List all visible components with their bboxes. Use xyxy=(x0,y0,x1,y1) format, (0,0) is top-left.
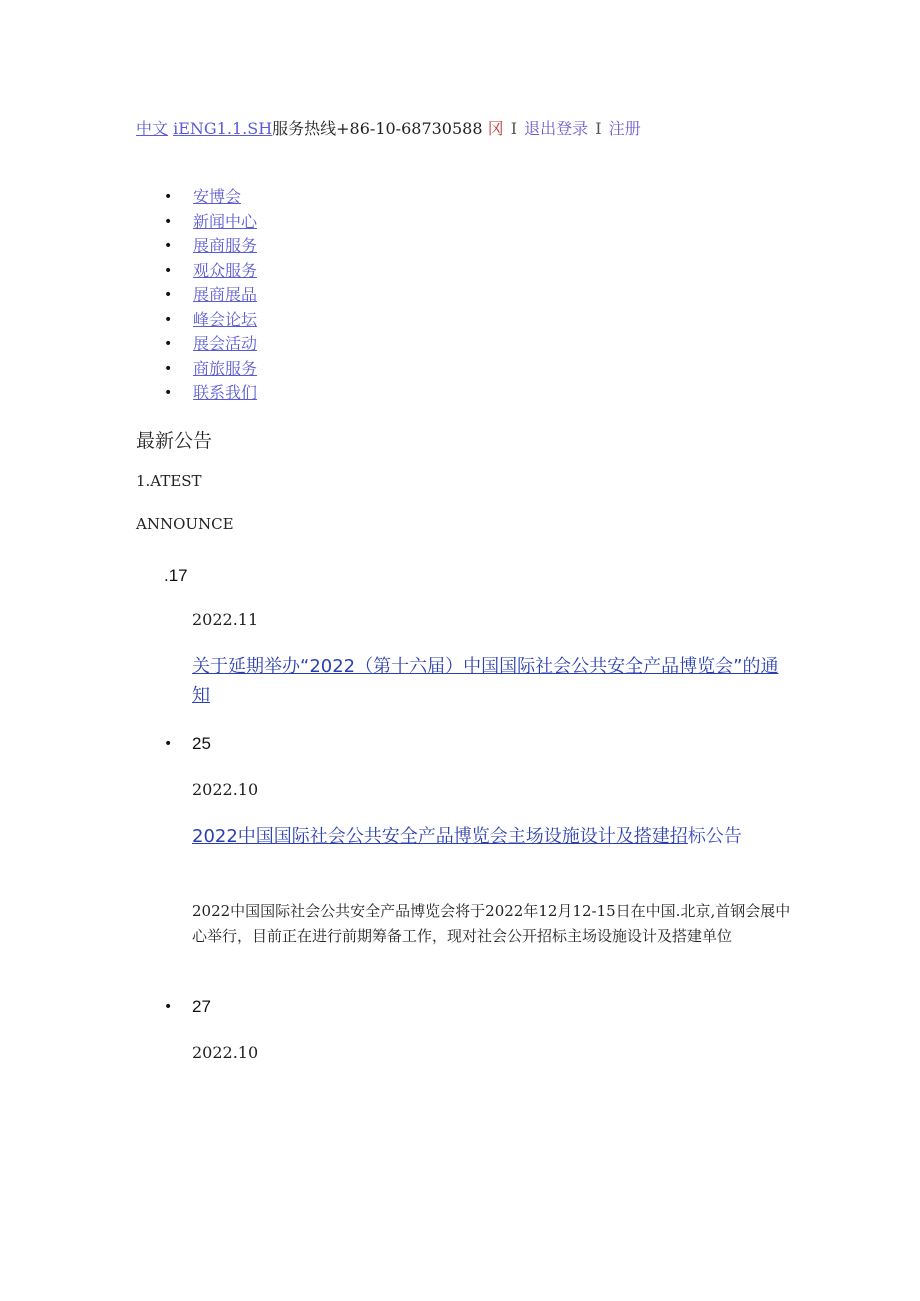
news-summary: 2022中国国际社会公共安全产品博览会将于2022年12月12-15日在中国.北京,首钢会展中心举行，目前正在进行前期筹备工作，现对社会公开招标主场设施设计及搭建单位 xyxy=(192,902,791,945)
separator: I xyxy=(595,119,602,138)
nav-link-travel[interactable]: 商旅服务 xyxy=(193,358,258,378)
news-title-link[interactable]: 关于延期举办“2022（第十六届）中国国际社会公共安全产品博览会”的通知 xyxy=(192,656,779,706)
lang-english-link[interactable]: ENG1.1.SH xyxy=(178,119,273,138)
news-day: 27 xyxy=(192,997,211,1016)
nav-link-exhibitor-products[interactable]: 展商展品 xyxy=(193,285,258,304)
news-year-month: 2022.10 xyxy=(192,1043,259,1062)
bullet-icon: • xyxy=(164,189,173,205)
mail-icon[interactable]: 冈 xyxy=(487,119,504,138)
bullet-icon: • xyxy=(164,360,173,377)
nav-link-news[interactable]: 新闻中心 xyxy=(193,211,258,231)
bullet-icon: • xyxy=(164,311,173,328)
bullet-icon: • xyxy=(164,238,173,254)
bullet-icon: • xyxy=(164,262,173,279)
news-title-tail: 标公告 xyxy=(687,826,742,847)
lang-chinese-link[interactable]: 中文 xyxy=(136,119,169,138)
separator: I xyxy=(510,119,518,138)
bullet-icon: • xyxy=(164,736,173,752)
section-subtitle-line2: ANNOUNCE xyxy=(136,515,234,533)
nav-link-exhibitor-services[interactable]: 展商服务 xyxy=(193,236,258,255)
nav-link-contact[interactable]: 联系我们 xyxy=(193,383,258,402)
section-subtitle-line1: 1.ATEST xyxy=(136,472,202,490)
top-bar xyxy=(136,116,641,139)
nav-link-forum[interactable]: 峰会论坛 xyxy=(193,309,258,329)
nav-link-events[interactable]: 展会活动 xyxy=(193,334,258,353)
nav-link-visitor-services[interactable]: 观众服务 xyxy=(193,260,258,280)
section-title: 最新公告 xyxy=(136,430,213,452)
bullet-icon: • xyxy=(164,213,173,230)
lang-separator: i xyxy=(173,119,179,138)
nav-link-expo[interactable]: 安博会 xyxy=(193,187,242,206)
news-title xyxy=(192,822,792,851)
hotline-text: 服务热线+86-10-68730588 xyxy=(272,119,483,138)
news-day: .17 xyxy=(164,566,188,585)
bullet-icon: • xyxy=(164,999,173,1015)
bullet-icon: • xyxy=(164,287,173,303)
logout-link[interactable]: 退出登录 xyxy=(524,119,589,138)
news-year-month: 2022.10 xyxy=(192,780,259,799)
news-title-link[interactable]: 2022中国国际社会公共安全产品博览会主场设施设计及搭建招 xyxy=(192,826,688,847)
news-day: 25 xyxy=(192,734,211,753)
bullet-icon: • xyxy=(164,385,173,401)
bullet-icon: • xyxy=(164,336,173,352)
news-year-month: 2022.11 xyxy=(192,610,259,629)
register-link[interactable]: 注册 xyxy=(608,119,641,138)
